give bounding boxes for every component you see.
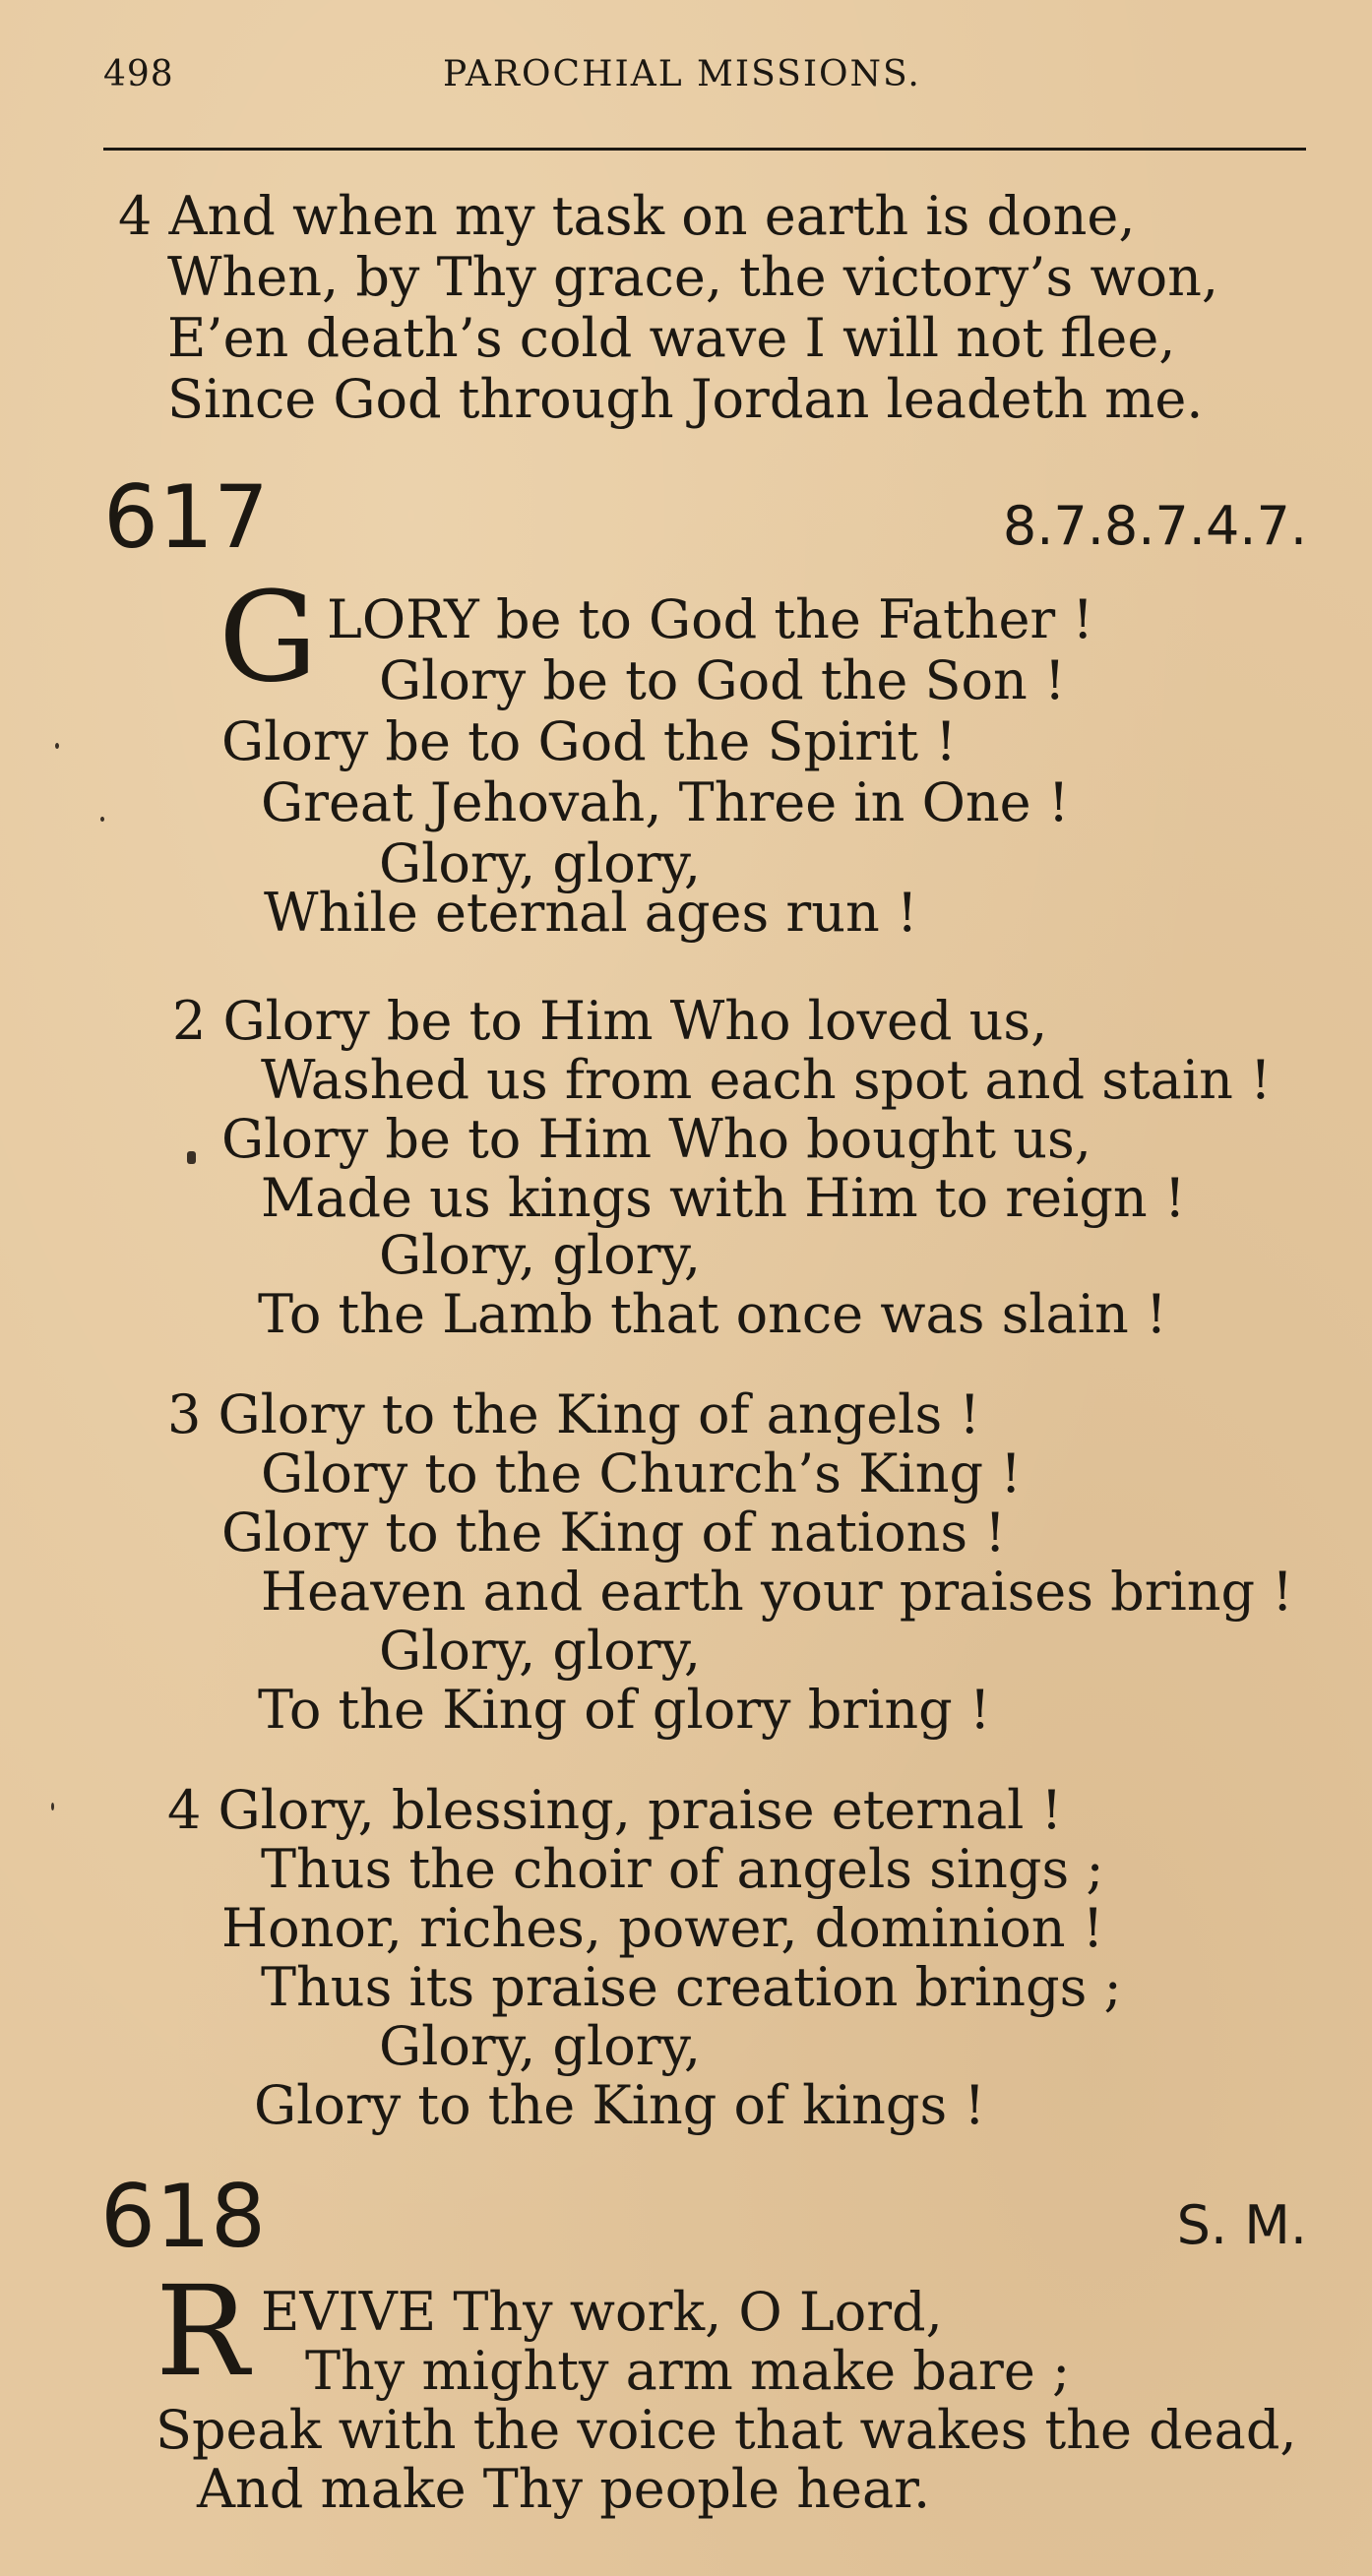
- verse-line: When, by Thy grace, the victory’s won,: [167, 246, 1219, 308]
- scan-speck: [187, 1151, 196, 1164]
- verse-line: Thus its praise creation brings ;: [261, 1956, 1122, 2018]
- verse-line: Glory, glory,: [379, 832, 702, 894]
- drop-cap: R: [156, 2259, 249, 2404]
- verse-line: Washed us from each spot and stain !: [261, 1049, 1272, 1111]
- verse-line: Thy mighty arm make bare ;: [305, 2340, 1071, 2402]
- verse-line: Glory be to God the Son !: [379, 649, 1066, 711]
- verse-line: Glory to the King of nations !: [221, 1502, 1006, 1564]
- verse-line: While eternal ages run !: [264, 882, 918, 944]
- hymn-meter: S. M.: [1176, 2194, 1307, 2256]
- scan-speck: [100, 817, 104, 822]
- page-number: 498: [103, 54, 174, 94]
- verse-line: Honor, riches, power, dominion !: [221, 1897, 1104, 1959]
- verse-line: And make Thy people hear.: [197, 2458, 931, 2520]
- hymn-number: 618: [100, 2166, 266, 2267]
- verse-line: Glory, glory,: [379, 1620, 702, 1682]
- verse-line: Thus the choir of angels sings ;: [261, 1838, 1104, 1900]
- scan-speck: [55, 743, 59, 749]
- verse-line: Glory be to God the Spirit !: [221, 710, 957, 772]
- verse-line: Made us kings with Him to reign !: [261, 1167, 1186, 1229]
- header-rule: [103, 148, 1306, 151]
- verse-line: Heaven and earth your praises bring !: [261, 1561, 1293, 1623]
- verse-line: Glory to the Church’s King !: [261, 1442, 1022, 1504]
- hymn-meter: 8.7.8.7.4.7.: [1002, 495, 1307, 557]
- drop-cap: G: [218, 565, 318, 709]
- verse-line: 4 Glory, blessing, praise eternal !: [167, 1779, 1063, 1841]
- running-head: [103, 54, 1304, 103]
- page-title: PAROCHIAL MISSIONS.: [443, 54, 921, 94]
- verse-line: 4 And when my task on earth is done,: [118, 185, 1136, 247]
- verse-line: To the Lamb that once was slain !: [258, 1283, 1167, 1345]
- verse-line: Glory be to Him Who bought us,: [221, 1108, 1091, 1170]
- scan-speck: [51, 1803, 54, 1810]
- hymn-number: 617: [103, 466, 269, 568]
- verse-line: Glory, glory,: [379, 1224, 702, 1286]
- verse-line: Speak with the voice that wakes the dead,: [156, 2399, 1297, 2461]
- verse-line: 3 Glory to the King of angels !: [167, 1383, 981, 1445]
- verse-line: LORY be to God the Father !: [327, 588, 1094, 650]
- verse-line: Great Jehovah, Three in One !: [261, 771, 1070, 833]
- verse-line: Glory, glory,: [379, 2015, 702, 2077]
- verse-line: To the King of glory bring !: [258, 1679, 991, 1741]
- verse-line: EVIVE Thy work, O Lord,: [261, 2281, 943, 2343]
- verse-line: Since God through Jordan leadeth me.: [167, 368, 1204, 430]
- verse-line: E’en death’s cold wave I will not flee,: [167, 307, 1176, 369]
- verse-line: Glory to the King of kings !: [254, 2074, 986, 2136]
- verse-line: 2 Glory be to Him Who loved us,: [172, 990, 1048, 1052]
